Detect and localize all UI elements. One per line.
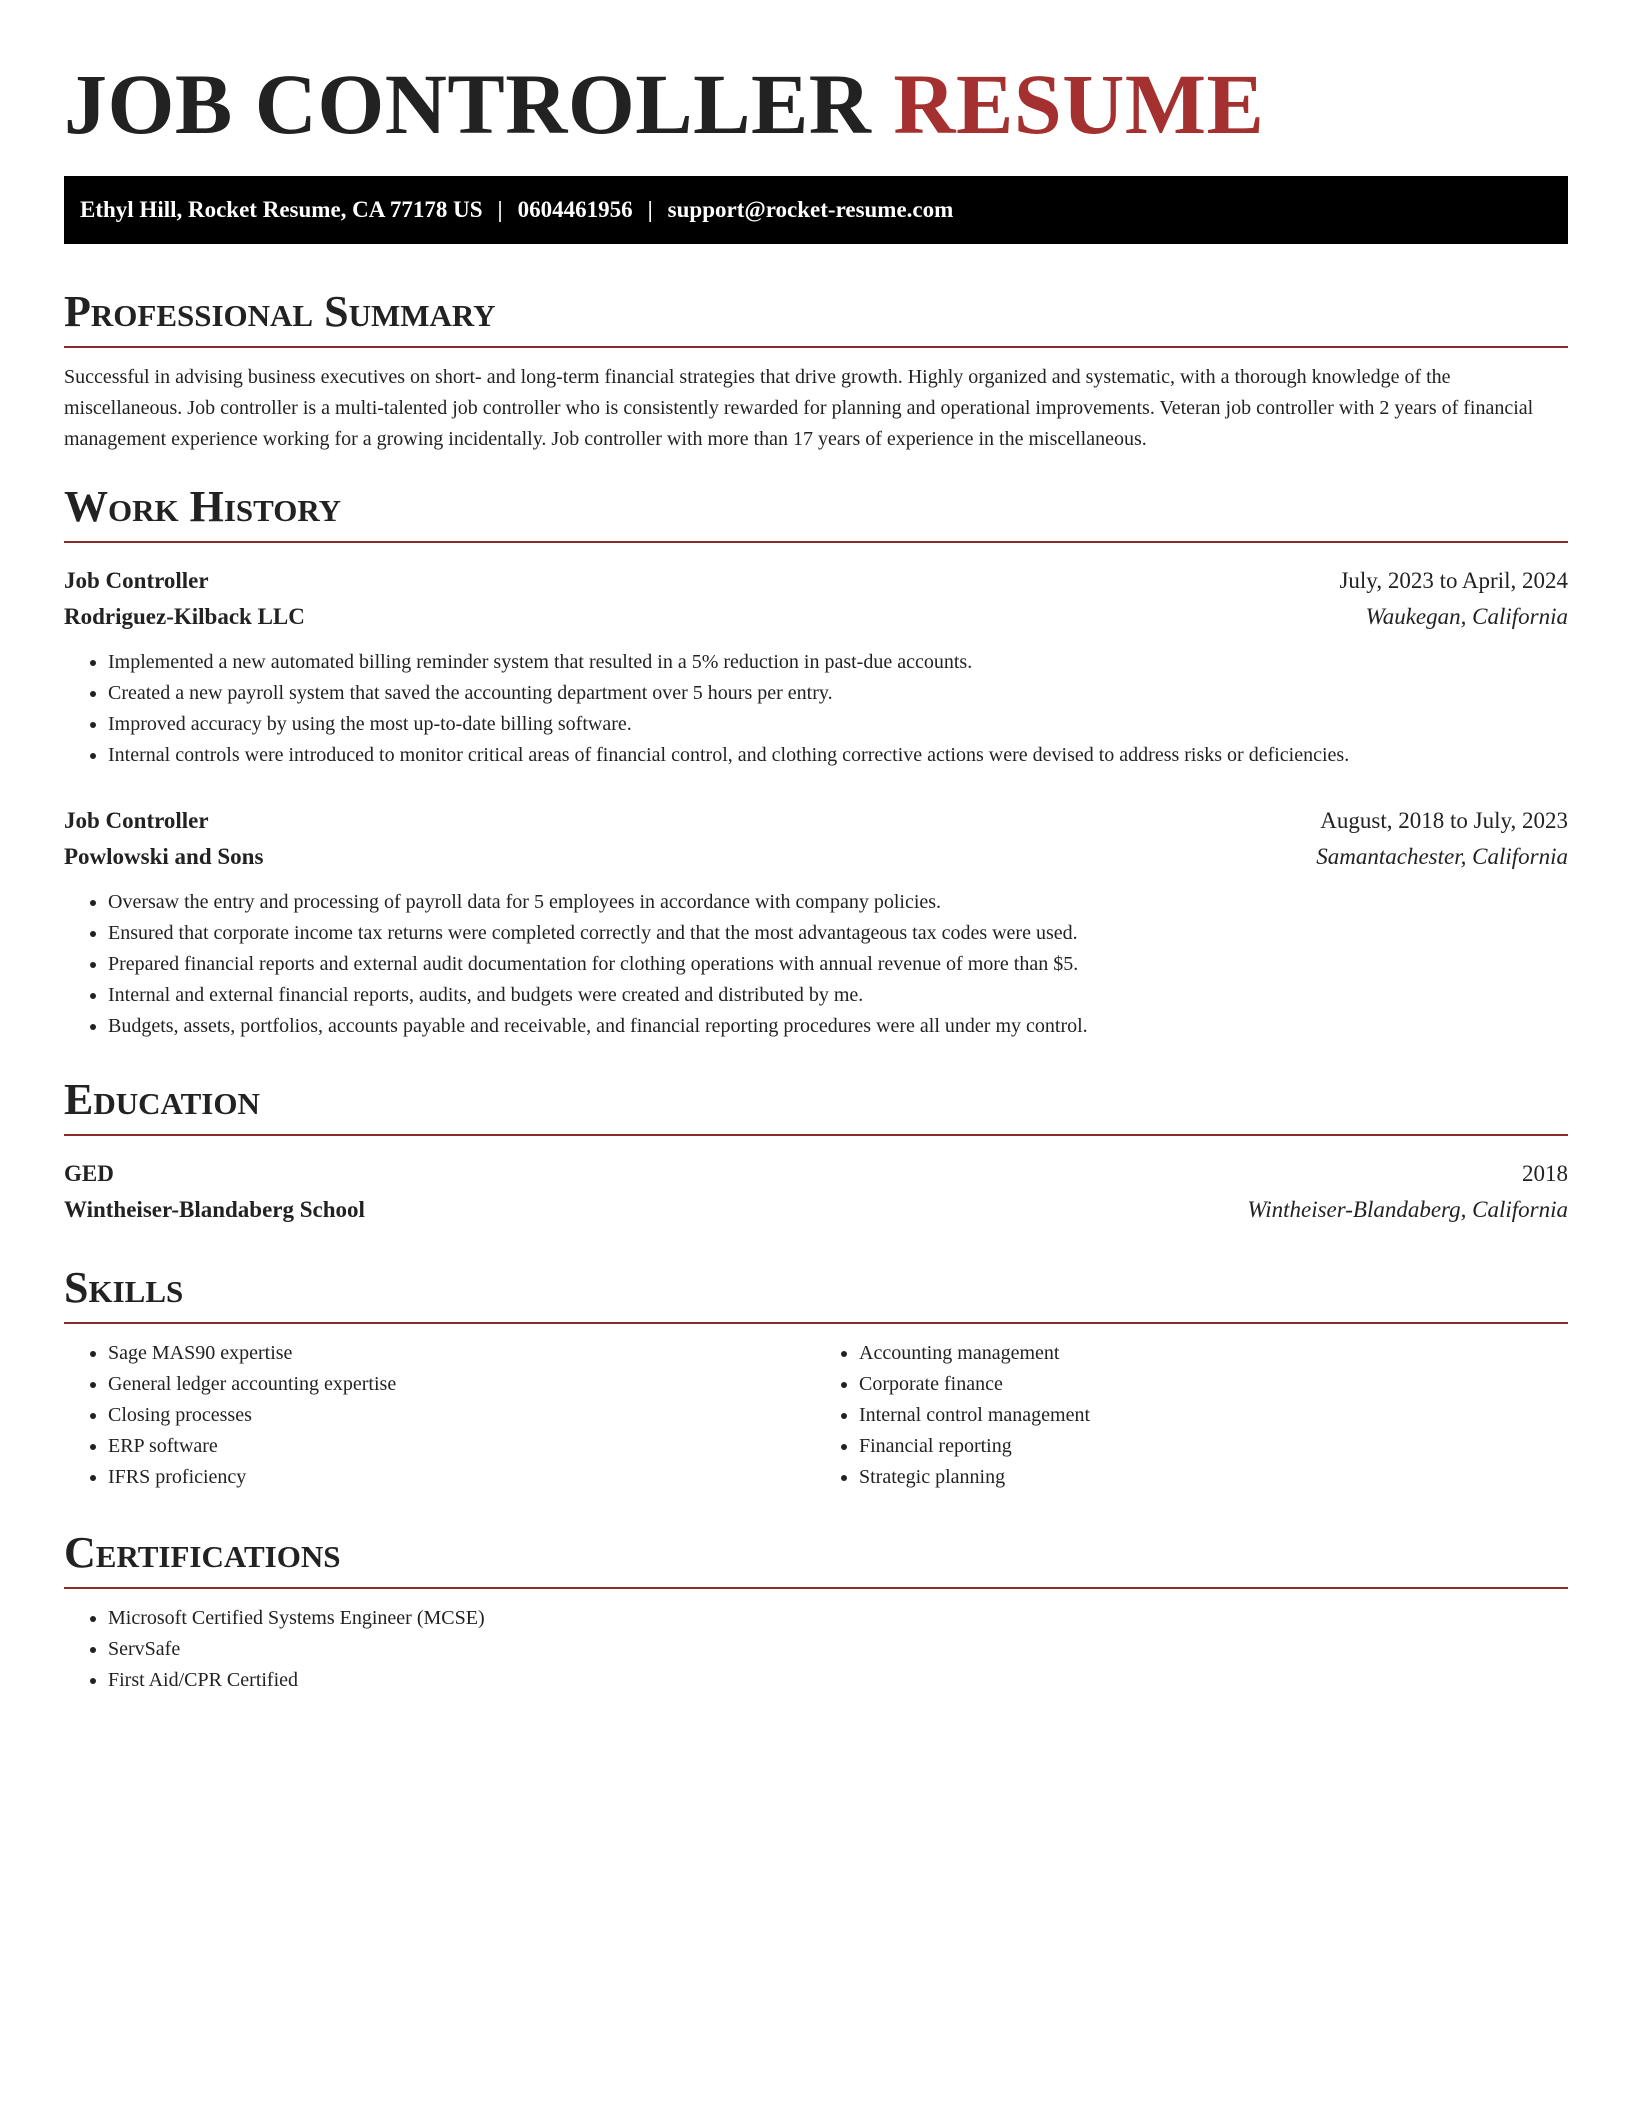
- certification-item: • ServSafe: [108, 1634, 1568, 1665]
- skill-item: • ERP software: [108, 1431, 816, 1462]
- certifications-heading: Certifications: [64, 1525, 1568, 1589]
- job-company-row: [64, 839, 1568, 875]
- document-title: [64, 54, 1568, 154]
- education-degree-row: [64, 1156, 1568, 1192]
- contact-separator: |: [497, 197, 503, 222]
- skills-list-left: [64, 1338, 816, 1493]
- job-location: Samantachester, California: [1316, 844, 1568, 869]
- education-location: Wintheiser-Blandaberg, California: [1247, 1197, 1568, 1222]
- job-company: Rodriguez-Kilback LLC: [64, 604, 305, 629]
- education-school: Wintheiser-Blandaberg School: [64, 1197, 365, 1222]
- certification-item: • First Aid/CPR Certified: [108, 1665, 1568, 1696]
- job-company-row: [64, 599, 1568, 635]
- contact-email: support@rocket-resume.com: [667, 197, 954, 222]
- summary-heading: Professional Summary: [64, 284, 1568, 348]
- education-entry: [64, 1156, 1568, 1228]
- contact-bar: [64, 176, 1568, 244]
- job-bullet: • Internal and external financial reports, audits, and budgets were created and distributed by me.: [108, 980, 1568, 1011]
- skill-item: • Accounting management: [859, 1338, 1568, 1369]
- job-title: Job Controller: [64, 808, 209, 833]
- education-school-row: [64, 1192, 1568, 1228]
- job-bullet: • Created a new payroll system that saved the accounting department over 5 hours per entry.: [108, 678, 1568, 709]
- job-entry: [64, 563, 1568, 771]
- education-year: 2018: [1522, 1161, 1568, 1186]
- job-bullets: [64, 887, 1568, 1042]
- contact-separator: |: [647, 197, 653, 222]
- job-dates: August, 2018 to July, 2023: [1320, 808, 1568, 833]
- skills-list-right: [816, 1338, 1568, 1493]
- skill-item: • Corporate finance: [859, 1369, 1568, 1400]
- contact-address: Ethyl Hill, Rocket Resume, CA 77178 US: [80, 197, 483, 222]
- job-bullet: • Implemented a new automated billing reminder system that resulted in a 5% reduction in past-due accounts.: [108, 647, 1568, 678]
- skill-item: • Strategic planning: [859, 1462, 1568, 1493]
- job-bullet: • Oversaw the entry and processing of payroll data for 5 employees in accordance with company policies.: [108, 887, 1568, 918]
- education-heading: Education: [64, 1072, 1568, 1136]
- job-bullet: • Prepared financial reports and external audit documentation for clothing operations with annual revenue of more than $5.: [108, 949, 1568, 980]
- title-main: JOB CONTROLLER: [64, 56, 872, 152]
- job-bullet: • Ensured that corporate income tax returns were completed correctly and that the most advantageous tax codes were used.: [108, 918, 1568, 949]
- contact-phone: 0604461956: [517, 197, 633, 222]
- job-bullet: • Budgets, assets, portfolios, accounts payable and receivable, and financial reporting procedures were all under my control.: [108, 1011, 1568, 1042]
- skill-item: • Internal control management: [859, 1400, 1568, 1431]
- job-title-row: [64, 803, 1568, 839]
- title-accent: RESUME: [893, 56, 1265, 152]
- job-company: Powlowski and Sons: [64, 844, 264, 869]
- job-bullet: • Internal controls were introduced to monitor critical areas of financial control, and clothing corrective actions were devised to address risks or deficiencies.: [108, 740, 1568, 771]
- education-degree: GED: [64, 1161, 114, 1186]
- job-title: Job Controller: [64, 568, 209, 593]
- certifications-list: [64, 1603, 1568, 1696]
- job-entry: [64, 803, 1568, 1042]
- skill-item: • Financial reporting: [859, 1431, 1568, 1462]
- summary-text: Successful in advising business executives on short- and long-term financial strategies that drive growth. Highly organized and systematic, with a thorough knowledge of the miscellaneous. Job controller is a multi-talented job controller who is consistently rewarded for planning and operational improvements. Veteran job controller with 2 years of financial management experience working for a growing incidentally. Job controller with more than 17 years of experience in the miscellaneous.: [64, 366, 1534, 450]
- job-bullet: • Improved accuracy by using the most up-to-date billing software.: [108, 709, 1568, 740]
- job-bullets: [64, 647, 1568, 771]
- skill-item: • Closing processes: [108, 1400, 816, 1431]
- skills-grid: [64, 1338, 1568, 1493]
- job-dates: July, 2023 to April, 2024: [1339, 568, 1568, 593]
- work-history-heading: Work History: [64, 479, 1568, 543]
- certification-item: • Microsoft Certified Systems Engineer (MCSE): [108, 1603, 1568, 1634]
- skill-item: • IFRS proficiency: [108, 1462, 816, 1493]
- skills-heading: Skills: [64, 1260, 1568, 1324]
- skill-item: • General ledger accounting expertise: [108, 1369, 816, 1400]
- job-location: Waukegan, California: [1365, 604, 1568, 629]
- job-title-row: [64, 563, 1568, 599]
- skill-item: • Sage MAS90 expertise: [108, 1338, 816, 1369]
